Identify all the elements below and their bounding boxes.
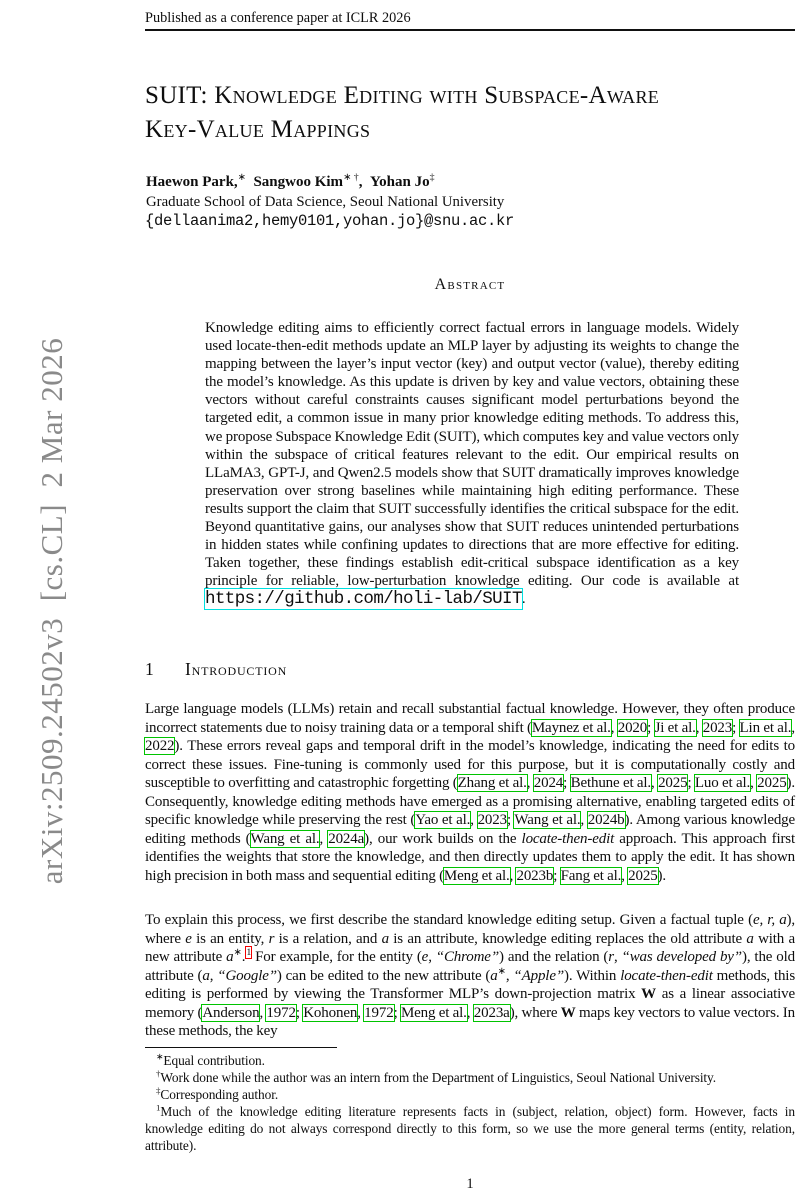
abstract-heading: Abstract — [434, 276, 506, 293]
text-run: ; — [553, 867, 561, 884]
text-run: ; — [295, 1004, 304, 1021]
text-run: ). Within — [564, 967, 621, 984]
text-run: ). — [657, 867, 666, 884]
text-run: , — [621, 867, 629, 884]
text-run: To explain this process, we first describe the standard knowledge editing setup. Given a factual tuple ( — [145, 912, 753, 928]
text-run: For example, for the entity ( — [251, 949, 422, 966]
header-rule — [145, 29, 795, 31]
citation-link[interactable]: 2024a — [328, 830, 365, 847]
citation-link[interactable]: Kohonen — [303, 1004, 358, 1021]
italic-text: “Google” — [217, 967, 277, 984]
superscript-marker: ∗ — [497, 965, 506, 977]
math-variable: e — [421, 949, 429, 966]
superscript-marker: ‡ — [156, 1085, 161, 1096]
citation-link[interactable]: Bethune et al. — [570, 775, 652, 792]
text-run: , — [750, 775, 758, 792]
text-run: Work done while the author was an intern from the Department of Linguistics, Seoul National University. — [160, 1070, 717, 1085]
citation-link[interactable]: Yao et al. — [415, 812, 471, 829]
citation-link[interactable]: Meng et al. — [400, 1004, 467, 1021]
arxiv-watermark: arXiv:2509.24502v3 [cs.CL] 2 Mar 2026 — [34, 337, 69, 885]
math-variable: a — [202, 967, 210, 984]
math-variable: r — [268, 930, 275, 947]
text-run: , — [470, 812, 478, 829]
citation-link[interactable]: 2023b — [516, 867, 554, 884]
section-heading-introduction — [145, 659, 287, 680]
bold-text: Sangwoo Kim — [253, 174, 344, 190]
text-run: is a relation, and — [274, 930, 382, 947]
math-variable: a — [381, 930, 389, 947]
text-run: ; — [687, 775, 695, 792]
text-run: ). Consequently, knowledge editing methods have emerged as a promising alternative, enabling targeted edits of specific knowledge while preserving the rest ( — [145, 775, 795, 829]
text-run: ), where — [509, 1004, 561, 1021]
text-run: , — [505, 967, 514, 984]
text-run: . — [241, 949, 246, 966]
text-run: , — [580, 812, 588, 829]
text-run: maps key vectors to value vectors. In these methods, the key — [145, 1004, 795, 1040]
citation-link[interactable]: 2020 — [617, 719, 648, 736]
citation-link[interactable]: Wang et al. — [514, 812, 581, 829]
citation-link[interactable]: 1972 — [266, 1004, 296, 1021]
text-run: , — [526, 775, 534, 792]
intro-paragraph-2 — [145, 911, 795, 1041]
text-run: Equal contribution. — [163, 1053, 265, 1068]
bold-text: , — [358, 174, 370, 190]
superscript-marker: ∗ — [233, 947, 242, 959]
math-variable: r — [608, 949, 614, 966]
text-run: Large language models (LLMs) retain and recall substantial factual knowledge. However, they often produce incorrect statements due to noisy training data or a temporal shift ( — [145, 701, 795, 736]
text-run: ) and the relation ( — [499, 949, 609, 966]
paper-title-line-2: Key-Value Mappings — [145, 115, 371, 143]
text-run: , — [428, 949, 436, 966]
italic-text: “Chrome” — [435, 949, 500, 966]
superscript-marker: † — [156, 1068, 161, 1079]
citation-link[interactable]: 2023a — [473, 1004, 510, 1021]
citation-link[interactable]: 2023 — [477, 812, 507, 829]
citation-link[interactable]: Luo et al. — [694, 775, 751, 792]
math-variable: a — [746, 930, 754, 947]
citation-link[interactable]: Meng et al. — [443, 867, 510, 884]
text-run: , — [509, 867, 517, 884]
superscript-marker: ∗ — [237, 172, 246, 183]
text-run: Corresponding author. — [160, 1087, 279, 1102]
bold-text: Haewon Park, — [146, 174, 238, 190]
text-run: . — [521, 591, 526, 608]
footnote-terminology-note — [145, 1103, 795, 1154]
math-variable: e, r, a — [752, 912, 787, 928]
citation-link[interactable]: 2024 — [533, 775, 564, 792]
affiliation: Graduate School of Data Science, Seoul National University — [146, 194, 505, 210]
text-run: is an entity, — [191, 930, 269, 947]
italic-text: locate-then-edit — [521, 830, 615, 847]
italic-text: “was developed by” — [621, 949, 743, 966]
text-run: ), the old attribute ( — [145, 949, 795, 984]
math-variable: a — [490, 967, 498, 984]
section-title: Introduction — [185, 659, 288, 679]
code-url-link[interactable]: https://github.com/holi-lab/SUIT — [205, 589, 522, 610]
text-run: as a linear associative memory ( — [145, 986, 795, 1021]
text-run: ), our work builds on the — [364, 830, 522, 847]
citation-link[interactable]: 2024b — [587, 812, 625, 829]
math-variable: e — [185, 930, 192, 947]
footnotes — [145, 1052, 795, 1154]
intro-paragraph-1 — [145, 700, 795, 885]
footnote-equal-contribution — [145, 1052, 795, 1069]
citation-link[interactable]: 1972 — [364, 1004, 394, 1021]
paper-title-line-1: SUIT: Knowledge Editing with Subspace-Aware — [145, 82, 660, 109]
text-run: ). These errors reveal gaps and temporal drift in the model’s knowledge, indicating the need for edits to correct these issues. Fine-tuning is commonly used for this purpose, but it is computationally costly and susceptible to overfitting and catastrophic forgetting ( — [145, 738, 795, 792]
superscript-marker: ∗ † — [343, 172, 359, 183]
page-number: 1 — [466, 1176, 474, 1192]
italic-text: locate-then-edit — [620, 967, 713, 984]
bold-text: Yohan Jo — [370, 174, 430, 190]
superscript-marker: ‡ — [429, 172, 435, 183]
citation-link[interactable]: 2025 — [757, 775, 787, 792]
author-line — [146, 174, 435, 191]
paper-title — [145, 79, 799, 146]
citation-link[interactable]: Lin et al. — [739, 719, 792, 736]
math-variable: a — [226, 949, 234, 966]
italic-text: “Apple” — [513, 967, 565, 984]
text-run: , — [259, 1004, 267, 1021]
citation-link[interactable]: 2022 — [145, 738, 175, 755]
section-number: 1 — [145, 659, 154, 679]
footnote-ref-link[interactable]: 1 — [246, 947, 252, 959]
text-run: , — [319, 830, 329, 847]
citation-link[interactable]: 2025 — [628, 867, 658, 884]
math-bold-variable: W — [641, 986, 657, 1003]
running-header: Published as a conference paper at ICLR 2026 — [145, 10, 411, 26]
text-run: , — [613, 949, 622, 966]
text-run: ) can be edited to the new attribute ( — [276, 967, 491, 984]
citation-link[interactable]: Fang et al. — [560, 867, 622, 884]
text-run: ; — [732, 719, 740, 736]
text-run: with a new attribute — [145, 930, 795, 966]
text-run: approach. This approach first identifies the weights that store the knowledge, and then directly updates them to apply the edit. It has shown high precision in both mass and sequential editing ( — [145, 830, 796, 884]
author-emails: {dellaanima2,hemy0101,yohan.jo}@snu.ac.kr — [145, 212, 515, 230]
footnote-corresponding-author — [145, 1086, 795, 1103]
text-run: ). Among various knowledge editing methods ( — [145, 812, 796, 847]
citation-link[interactable]: Ji et al. — [654, 719, 696, 736]
superscript-marker: ∗ — [156, 1051, 164, 1062]
text-run: , — [651, 775, 659, 792]
text-run: methods, this editing is performed by viewing the Transformer MLP’s down-projection matrix — [145, 967, 796, 1003]
text-run: , — [610, 719, 618, 736]
text-run: ), where — [145, 912, 795, 947]
citation-link[interactable]: Anderson — [202, 1004, 260, 1021]
citation-link[interactable]: 2025 — [658, 775, 688, 792]
footnote-rule — [145, 1047, 337, 1048]
citation-link[interactable]: Wang et al. — [250, 830, 320, 847]
text-run: ; — [563, 775, 571, 792]
text-run: is an attribute, knowledge editing replaces the old attribute — [388, 930, 747, 947]
math-bold-variable: W — [560, 1004, 576, 1021]
text-run: Much of the knowledge editing literature represents facts in (subject, relation, object) form. However, facts in knowledge editing do not always correspond directly to this form, so we use the more general terms (entity, relation, attribute). — [145, 1104, 795, 1153]
text-run: , — [695, 719, 703, 736]
text-run: , — [209, 967, 218, 984]
abstract-text — [205, 319, 739, 609]
text-run: ; — [647, 719, 655, 736]
citation-link[interactable]: Zhang et al. — [457, 775, 527, 792]
text-run: Knowledge editing aims to efficiently correct factual errors in language models. Widely used locate-then-edit methods update an MLP layer by adjusting its weights to change the mapping between the layer’s input vector (key) and output vector (value), thereby editing the model’s knowledge. As this update is driven by key and value vectors, obtaining these vectors without careful constraints causes significant model perturbations beyond the targeted edit, a common issue in many prior knowledge editing methods. To address this, we propose Subspace Knowledge Edit (SUIT), which computes key and value vectors only within the subspace of critical features relevant to the edit. Our empirical results on LLaMA3, GPT-J, and Qwen2.5 models show that SUIT dramatically improves knowledge preservation over strong baselines while maintaining high editing performance. These results support the claim that SUIT successfully identifies the critical subspace for the edit. Beyond quantitative gains, our analyses show that SUIT reduces unintended perturbations in hidden states while confining updates to directions that are more effective for editing. Taken together, these findings establish edit-critical subspace identification as a key principle for reliable, low-perturbation knowledge editing. Our code is available at — [205, 320, 739, 590]
citation-link[interactable]: 2023 — [702, 719, 733, 736]
text-run: , — [791, 719, 795, 736]
citation-link[interactable]: Maynez et al. — [531, 719, 611, 736]
text-run: , — [466, 1004, 474, 1021]
text-run: , — [357, 1004, 365, 1021]
superscript-marker: 1 — [156, 1102, 161, 1113]
footnote-intern-note — [145, 1069, 795, 1086]
text-run: ; — [393, 1004, 401, 1021]
text-run: ; — [506, 812, 515, 829]
